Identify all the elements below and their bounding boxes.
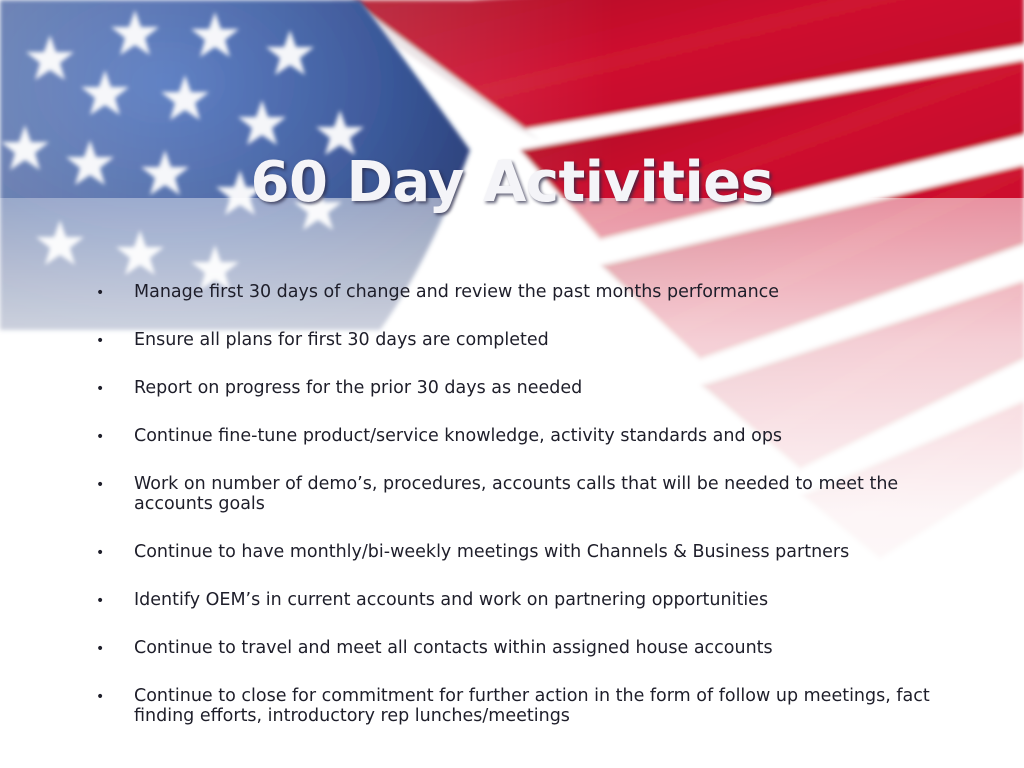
bullet-marker: • xyxy=(96,333,105,349)
bullet-marker: • xyxy=(96,641,105,657)
list-item xyxy=(0,638,1024,658)
bullet-marker: • xyxy=(96,285,105,301)
bullet-marker: • xyxy=(96,593,105,609)
bullet-text: Continue to have monthly/bi-weekly meetings with Channels & Business partners xyxy=(134,542,850,562)
bullet-text: Work on number of demo’s, procedures, accounts calls that will be needed to meet the accounts goals xyxy=(134,474,899,514)
list-item xyxy=(0,426,1024,446)
bullet-text: Ensure all plans for first 30 days are completed xyxy=(134,330,549,350)
bullet-text: Continue fine-tune product/service knowledge, activity standards and ops xyxy=(134,426,783,446)
list-item xyxy=(0,330,1024,350)
bullet-text: Identify OEM’s in current accounts and work on partnering opportunities xyxy=(134,590,769,610)
bullet-marker: • xyxy=(96,477,105,493)
list-item xyxy=(0,378,1024,398)
bullet-text: Manage first 30 days of change and review the past months performance xyxy=(134,282,780,302)
bullet-text: Continue to close for commitment for further action in the form of follow up meetings, fact finding efforts, introductory rep lunches/meetings xyxy=(134,686,930,726)
bullet-marker: • xyxy=(96,381,105,397)
bullet-text: Continue to travel and meet all contacts within assigned house accounts xyxy=(134,638,773,658)
list-item xyxy=(0,686,1024,726)
list-item xyxy=(0,542,1024,562)
bullet-marker: • xyxy=(96,689,105,705)
list-item xyxy=(0,590,1024,610)
list-item xyxy=(0,282,1024,302)
bullet-marker: • xyxy=(96,545,105,561)
bullet-list xyxy=(0,282,1024,754)
bullet-text: Report on progress for the prior 30 days as needed xyxy=(134,378,583,398)
bullet-marker: • xyxy=(96,429,105,445)
slide-title: 60 Day Activities xyxy=(250,150,774,215)
list-item xyxy=(0,474,1024,514)
